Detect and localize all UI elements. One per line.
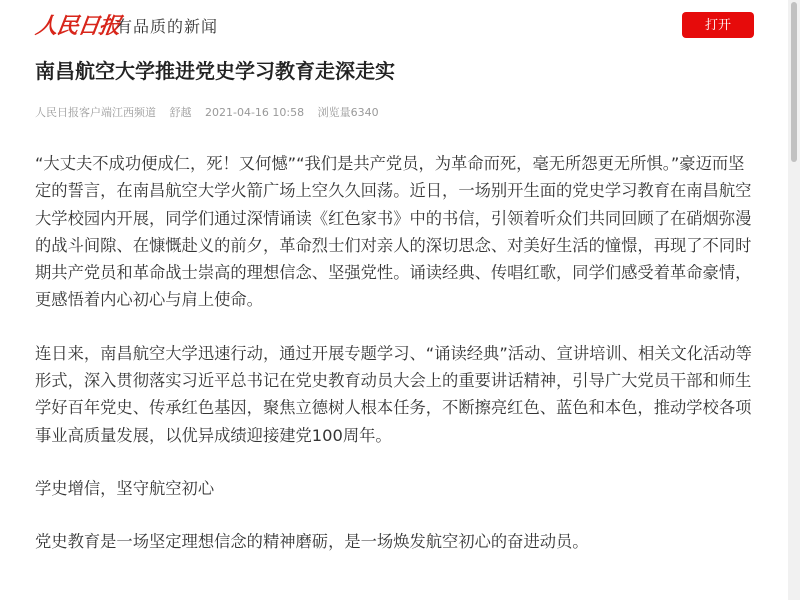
- open-app-button[interactable]: 打开: [682, 12, 754, 38]
- scrollbar-thumb[interactable]: [791, 2, 797, 162]
- article-paragraph: “大丈夫不成功便成仁，死！又何憾”“我们是共产党员，为革命而死，毫无所怨更无所惧。”豪迈而坚定的誓言，在南昌航空大学火箭广场上空久久回荡。近日，一场别开生面的党史学习教育在南昌航空大学校园内开展，同学们通过深情诵读《红色家书》中的书信，引领着听众们共同回顾了在硝烟弥漫的战斗间隙、在慷慨赴义的前夕，革命烈士们对亲人的深切思念、对美好生活的憧憬，再现了不同时期共产党员和革命战士崇高的理想信念、坚强党性。诵读经典、传唱红歌，同学们感受着革命豪情，更感悟着内心初心与肩上使命。: [35, 154, 752, 310]
- article-author: 舒越: [169, 106, 192, 119]
- top-bar: [0, 0, 788, 48]
- article-body: [35, 150, 757, 582]
- article-source: 人民日报客户端江西频道: [35, 106, 156, 119]
- article-time: 2021-04-16 10:58: [205, 106, 305, 119]
- article-paragraph: 党史教育是一场坚定理想信念的精神磨砺，是一场焕发航空初心的奋进动员。: [35, 532, 589, 552]
- slogan: 有品质的新闻: [116, 17, 219, 36]
- people-daily-logo[interactable]: 人民日报: [33, 13, 122, 39]
- article-meta: [35, 104, 389, 120]
- article-title: 南昌航空大学推进党史学习教育走深走实: [35, 59, 395, 83]
- article-paragraph: 连日来，南昌航空大学迅速行动，通过开展专题学习、“诵读经典”活动、宣讲培训、相关文化活动等形式，深入贯彻落实习近平总书记在党史教育动员大会上的重要讲话精神，引导广大党员干部和师生学好百年党史、传承红色基因，聚焦立德树人根本任务，不断擦亮红色、蓝色和本色，推动学校各项事业高质量发展，以优异成绩迎接建党100周年。: [35, 343, 752, 445]
- article-subheading: 学史增信，坚守航空初心: [35, 478, 215, 498]
- article-views: 浏览量6340: [317, 106, 379, 119]
